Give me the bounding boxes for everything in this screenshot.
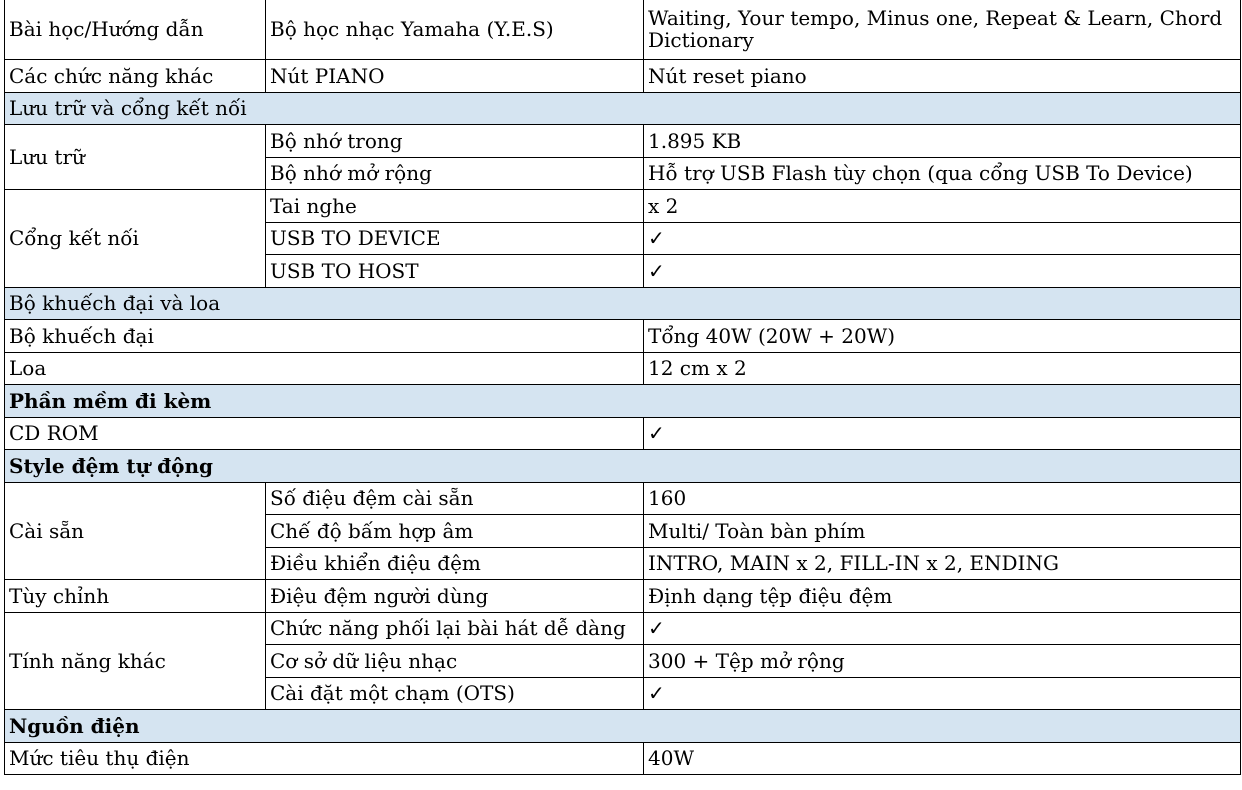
table-row	[5, 580, 1241, 613]
row-label: CD ROM	[5, 417, 644, 450]
row-sublabel: Cài đặt một chạm (OTS)	[266, 677, 644, 710]
row-value: 300 + Tệp mở rộng	[644, 645, 1241, 678]
row-value: Tổng 40W (20W + 20W)	[644, 320, 1241, 353]
row-label: Bộ khuếch đại	[5, 320, 644, 353]
row-value: 40W	[644, 742, 1241, 775]
section-title: Phần mềm đi kèm	[5, 385, 1241, 418]
row-label: Cổng kết nối	[5, 190, 266, 288]
row-sublabel: Số điệu đệm cài sẵn	[266, 482, 644, 515]
row-value: x 2	[644, 190, 1241, 223]
section-header	[5, 287, 1241, 320]
table-row	[5, 482, 1241, 515]
row-sublabel: Bộ học nhạc Yamaha (Y.E.S)	[266, 0, 644, 60]
row-sublabel: USB TO DEVICE	[266, 222, 644, 255]
section-header	[5, 710, 1241, 743]
row-sublabel: Nút PIANO	[266, 60, 644, 93]
row-label: Mức tiêu thụ điện	[5, 742, 644, 775]
check-mark-icon: ✓	[644, 222, 1241, 255]
table-row	[5, 190, 1241, 223]
row-value: 160	[644, 482, 1241, 515]
row-value: Hỗ trợ USB Flash tùy chọn (qua cổng USB To Device)	[644, 157, 1241, 190]
section-header	[5, 92, 1241, 125]
section-header	[5, 385, 1241, 418]
table-row	[5, 612, 1241, 645]
row-value: Định dạng tệp điệu đệm	[644, 580, 1241, 613]
section-title: Lưu trữ và cổng kết nối	[5, 92, 1241, 125]
check-mark-icon: ✓	[644, 255, 1241, 288]
table-row	[5, 742, 1241, 775]
row-value: 12 cm x 2	[644, 352, 1241, 385]
row-label: Bài học/Hướng dẫn	[5, 0, 266, 60]
row-value: Multi/ Toàn bàn phím	[644, 515, 1241, 548]
row-value: Nút reset piano	[644, 60, 1241, 93]
check-mark-icon: ✓	[644, 417, 1241, 450]
table-row	[5, 352, 1241, 385]
table-row	[5, 320, 1241, 353]
section-title: Bộ khuếch đại và loa	[5, 287, 1241, 320]
section-title: Nguồn điện	[5, 710, 1241, 743]
row-value: 1.895 KB	[644, 125, 1241, 158]
check-mark-icon: ✓	[644, 612, 1241, 645]
section-title: Style đệm tự động	[5, 450, 1241, 483]
spec-table	[4, 0, 1241, 775]
row-sublabel: Điệu đệm người dùng	[266, 580, 644, 613]
row-label: Loa	[5, 352, 644, 385]
table-row	[5, 0, 1241, 60]
check-mark-icon: ✓	[644, 677, 1241, 710]
row-sublabel: Cơ sở dữ liệu nhạc	[266, 645, 644, 678]
row-sublabel: Bộ nhớ trong	[266, 125, 644, 158]
row-label: Các chức năng khác	[5, 60, 266, 93]
row-label: Lưu trữ	[5, 125, 266, 190]
row-value: INTRO, MAIN x 2, FILL-IN x 2, ENDING	[644, 547, 1241, 580]
row-sublabel: Chức năng phối lại bài hát dễ dàng	[266, 612, 644, 645]
section-header	[5, 450, 1241, 483]
row-label: Tính năng khác	[5, 612, 266, 710]
row-sublabel: Điều khiển điệu đệm	[266, 547, 644, 580]
row-sublabel: USB TO HOST	[266, 255, 644, 288]
row-sublabel: Bộ nhớ mở rộng	[266, 157, 644, 190]
row-value: Waiting, Your tempo, Minus one, Repeat & Learn, Chord Dictionary	[644, 0, 1241, 60]
row-label: Tùy chỉnh	[5, 580, 266, 613]
table-row	[5, 417, 1241, 450]
table-row	[5, 125, 1241, 158]
row-label: Cài sẵn	[5, 482, 266, 580]
row-sublabel: Chế độ bấm hợp âm	[266, 515, 644, 548]
row-sublabel: Tai nghe	[266, 190, 644, 223]
table-row	[5, 60, 1241, 93]
